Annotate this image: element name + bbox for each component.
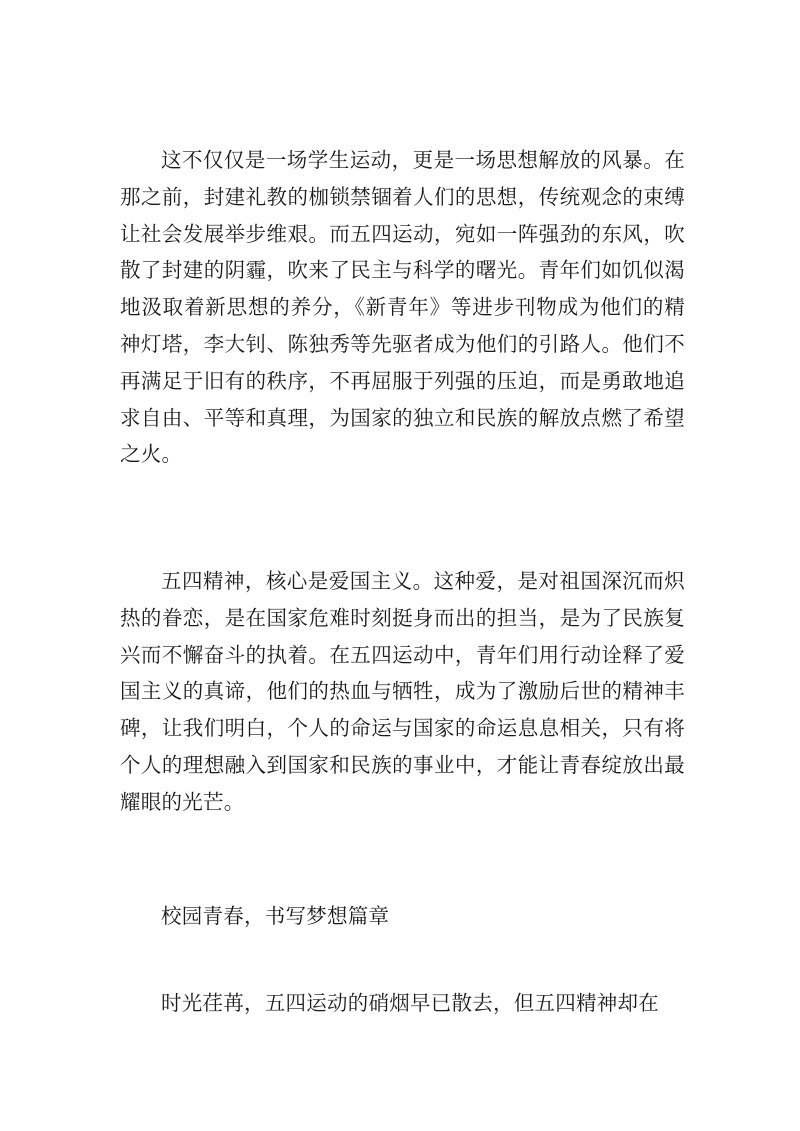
paragraph-patriotism: 五四精神，核心是爱国主义。这种爱，是对祖国深沉而炽热的眷恋，是在国家危难时刻挺身而出的担当，是为了民族复兴而不懈奋斗的执着。在五四运动中，青年们用行动诠释了爱国主义的真谛，他们的热血与牺牲，成为了激励后世的精神丰碑，让我们明白，个人的命运与国家的命运息息相关，只有将个人的理想融入到国家和民族的事业中，才能让青春绽放出最耀眼的光芒。 xyxy=(120,569,685,814)
section-heading: 校园青春，书写梦想篇章 xyxy=(161,904,390,928)
paragraph-time-passes: 时光荏苒，五四运动的硝烟早已散去，但五四精神却在 xyxy=(161,991,659,1015)
paragraph-student-movement: 这不仅仅是一场学生运动，更是一场思想解放的风暴。在那之前，封建礼教的枷锁禁锢着人们的思想，传统观念的束缚让社会发展举步维艰。而五四运动，宛如一阵强劲的东风，吹散了封建的阴霾，吹来了民主与科学的曙光。青年们如饥似渴地汲取着新思想的养分，《新青年》等进步刊物成为他们的精神灯塔，李大钊、陈独秀等先驱者成为他们的引路人。他们不再满足于旧有的秩序，不再屈服于列强的压迫，而是勇敢地追求自由、平等和真理，为国家的独立和民族的解放点燃了希望之火。 xyxy=(120,148,685,467)
